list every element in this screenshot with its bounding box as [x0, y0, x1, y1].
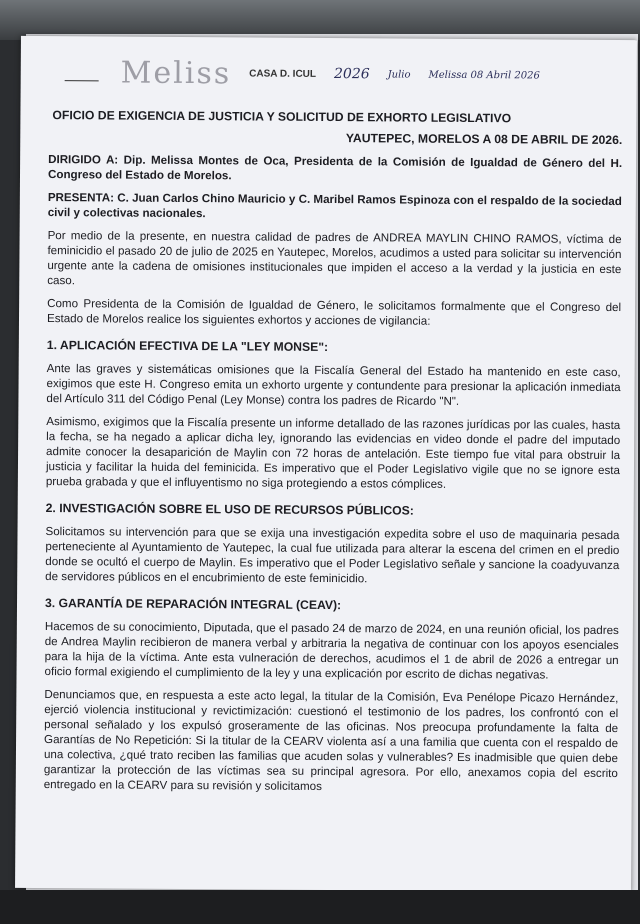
- handwritten-month: Julio: [387, 68, 411, 81]
- section-heading: 3. GARANTÍA DE REPARACIÓN INTEGRAL (CEAV):: [44, 596, 342, 613]
- document-title: OFICIO DE EXIGENCIA DE JUSTICIA Y SOLICITUD DE EXHORTO LEGISLATIVO: [52, 108, 512, 126]
- document-page: [15, 36, 637, 892]
- place-date: YAUTEPEC, MORELOS A 08 DE ABRIL DE 2026.: [345, 131, 623, 148]
- section-paragraph: Ante las graves y sistemáticas omisiones que la Fiscalía General del Estado ha mantenido en este caso, exigimos que este H. Congreso emita un exhorto urgente y contundente para presionar la aplicación inmediata del Artículo 311 del Código Penal (Ley Monse) contra los padres de Ricardo "N".: [46, 362, 621, 408]
- background-bottom: [0, 890, 640, 924]
- presenter-label: PRESENTA:: [47, 191, 115, 205]
- handwritten-signature: Melissa 08 Abril 2026: [428, 69, 540, 81]
- section-paragraph: Solicitamos su intervención para que se exija una investigación expedita sobre el uso de maquinaria pesada perteneciente al Ayuntamiento de Yautepec, la cual fue utilizada para alterar la escena del crimen en el predio donde se ocultó el cuerpo de Maylin. Es imperativo que el Poder Legislativo señale y sancione la coadyuvanza de servidores públicos en el encubrimiento de este feminicidio.: [45, 525, 620, 586]
- section-paragraph: Hacemos de su conocimiento, Diputada, que el pasado 24 de marzo de 2024, en una reunión oficial, los padres de Andrea Maylin recibieron de manera verbal y arbitraria la negativa de continuar con los apoyos esenciales para la hija de la víctima. Ante esta vulneración de derechos, acudimos el 1 de abril de 2026 a entregar un oficio formal exigiendo el cumplimiento de la ley y una explicación por escrito de dichas negativas.: [44, 620, 619, 682]
- handwritten-year: 2026: [333, 66, 370, 83]
- reception-stamp-label: CASA D. ICUL: [249, 67, 317, 80]
- section-heading: 1. APLICACIÓN EFECTIVA DE LA "LEY MONSE":: [46, 338, 329, 355]
- addressee-text: Dip. Melissa Montes de Oca, Presidenta de la Comisión de Igualdad de Género del H. Congreso del Estado de Morelos.: [47, 153, 623, 183]
- presenter: [48, 190, 622, 224]
- annotations: [121, 43, 621, 106]
- addressee-label: DIRIGIDO A:: [48, 153, 119, 167]
- intro-paragraph: Por medio de la presente, en nuestra calidad de padres de ANDREA MAYLIN CHINO RAMOS, víctima de feminicidio el pasado 20 de julio de 2025 en Yautepec, Morelos, acudimos a usted para solicitar su intervención urgente ante la cadena de omisiones institucionales que impiden el acceso a la verdad y la justicia en este caso.: [47, 229, 622, 288]
- intro-paragraph: Como Presidenta de la Comisión de Igualdad de Género, le solicitamos formalmente que el Congreso del Estado de Morelos realice los siguientes exhortos y acciones de vigilancia:: [46, 297, 622, 328]
- section-paragraph: Denunciamos que, en respuesta a este acto legal, la titular de la Comisión, Eva Penélope Picazo Hernández, ejerció violencia institucional y revictimización: cuestionó el testimonio de los padres, los confrontó con el personal señalado y los expulsó groseramente de las oficinas. Nos preocupa profundamente la falta de Garantías de No Repetición: Si la titular de la CEARV violenta así a una familia que cuenta con el respaldo de una colectiva, ¿qué trato reciben las familias que acuden solas y vulnerables? Es inadmisible que quien debe garantizar la protección de las víctimas sea su principal agresora. Por ello, anexamos copia del escrito entregado en la CEARV para su revisión y solicitamos: [43, 688, 619, 793]
- presenter-text: C. Juan Carlos Chino Mauricio y C. Maribel Ramos Espinoza con el respaldo de la sociedad civil y colectivas nacionales.: [47, 191, 622, 221]
- section-heading: 2. INVESTIGACIÓN SOBRE EL USO DE RECURSOS PÚBLICOS:: [45, 501, 414, 518]
- reception-stamp: Meliss: [120, 55, 232, 91]
- addressee: [48, 152, 622, 186]
- section-paragraph: Asimismo, exigimos que la Fiscalía presente un informe detallado de las razones jurídicas por las cuales, hasta la fecha, se ha negado a aplicar dicha ley, ignorando las evidencias en video donde el padre del imputado admite conocer la desaparición de Maylin con 72 horas de antelación. Este tiempo fue vital para obstruir la justicia y facilitar la huida del feminicida. Es imperativo que el Poder Legislativo vigile que no se ignore esta prueba grabada y que el influyentismo no siga protegiendo a estos cómplices.: [45, 415, 621, 491]
- document-body: [44, 108, 623, 796]
- header-line: [65, 80, 99, 81]
